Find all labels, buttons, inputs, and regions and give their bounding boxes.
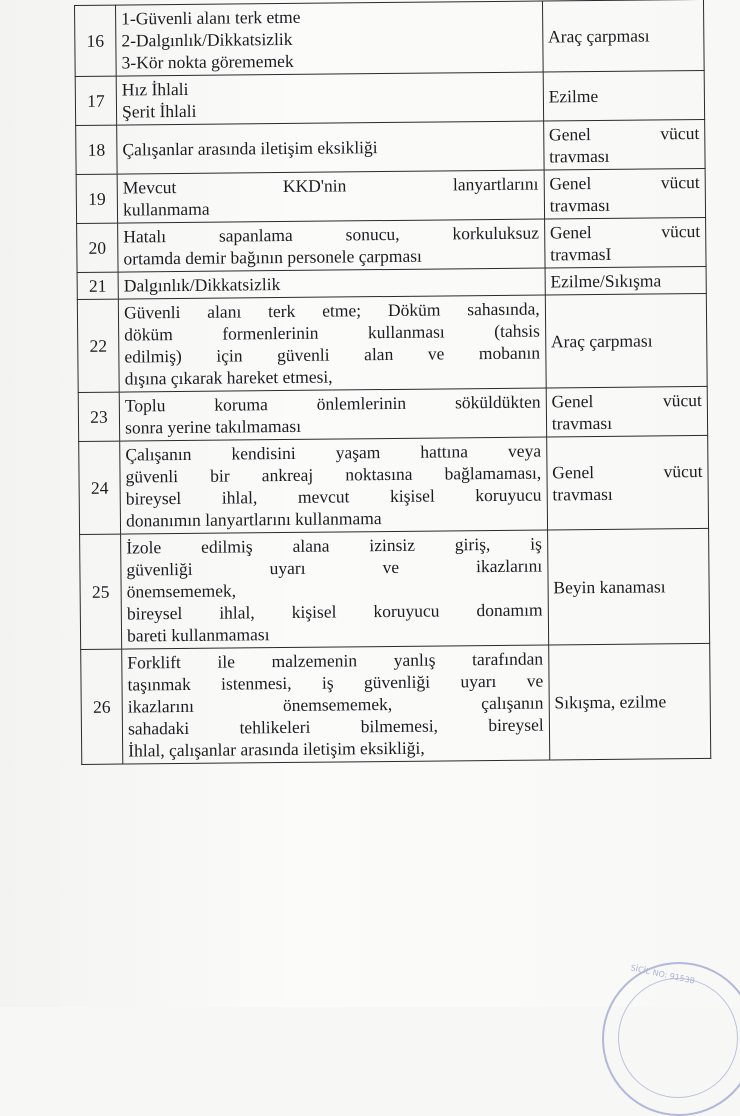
hazard-effect: Genel vücut travmasI <box>544 217 706 268</box>
hazard-cause: Dalgınlık/Dikkatsizlik <box>118 268 545 299</box>
risk-table <box>74 0 711 765</box>
hazard-cause: Hız İhlali Şerit İhlali <box>116 72 543 125</box>
hazard-effect: Araç çarpması <box>545 293 707 388</box>
row-number: 23 <box>78 392 120 441</box>
table-row <box>76 168 705 223</box>
row-number: 24 <box>79 441 121 534</box>
hazard-cause: Çalışanlar arasında iletişim eksikliği <box>117 121 544 174</box>
table-row <box>75 0 705 76</box>
hazard-effect: Genel vücut travması <box>546 435 708 530</box>
row-number: 17 <box>75 76 117 125</box>
stamp-text: SİCİL NO: 91538 <box>629 963 696 986</box>
hazard-cause: İzole edilmiş alana izinsiz giriş, iş güvenliği uyarı ve ikazlarını önemsememek, bireysel ihlal, kişisel koruyucu donamım bareti kullanmaması <box>121 530 549 649</box>
hazard-cause: Çalışanın kendisini yaşam hattına veya güvenli bir ankreaj noktasına bağlamaması, bireysel ihlal, mevcut kişisel koruyucu donanımın lanyartlarını kullanmama <box>120 437 548 534</box>
hazard-effect: Beyin kanaması <box>547 528 709 645</box>
hazard-effect: Sıkışma, ezilme <box>548 643 710 760</box>
table-row <box>76 119 705 174</box>
row-number: 22 <box>77 299 119 392</box>
row-number: 21 <box>77 272 118 299</box>
table-row <box>77 293 707 392</box>
hazard-cause: Mevcut KKD'nin lanyartlarını kullanmama <box>117 170 544 223</box>
table-row <box>75 70 704 125</box>
hazard-effect: Genel vücut travması <box>543 119 705 170</box>
row-number: 20 <box>77 223 119 272</box>
table-row <box>80 528 710 649</box>
row-number: 25 <box>80 534 122 649</box>
row-number: 19 <box>76 174 118 223</box>
hazard-effect: Araç çarpması <box>542 0 704 72</box>
official-stamp <box>602 962 740 1116</box>
hazard-effect: Ezilme <box>543 70 705 121</box>
table-row <box>78 386 707 441</box>
table-row <box>77 217 706 272</box>
stamp-inner-ring <box>618 978 738 1098</box>
hazard-cause: Güvenli alanı terk etme; Döküm sahasında, döküm formenlerinin kullanması (tahsis edilmiş) için güvenli alan ve mobanın dışına çıkarak hareket etmesi, <box>118 295 546 392</box>
hazard-effect: Genel vücut travması <box>546 386 708 437</box>
hazard-effect: Genel vücut travması <box>544 168 706 219</box>
hazard-cause: 1-Güvenli alanı terk etme 2-Dalgınlık/Dikkatsizlik 3-Kör nokta görememek <box>116 1 543 76</box>
table-row <box>79 435 709 534</box>
hazard-cause: Forklift ile malzemenin yanlış tarafından taşınmak istenmesi, iş güvenliği uyarı ve ikazlarını önemsememek, çalışanın sahadaki tehlikeleri bilmemesi, bireysel İhlal, çalışanlar arasında iletişim eksikliği, <box>122 645 550 764</box>
hazard-cause: Hatalı sapanlama sonucu, korkuluksuz ortamda demir bağının personele çarpması <box>118 219 545 272</box>
row-number: 18 <box>76 125 118 174</box>
hazard-effect: Ezilme/Sıkışma <box>545 266 707 295</box>
row-number: 16 <box>75 5 117 76</box>
hazard-cause: Toplu koruma önlemlerinin söküldükten sonra yerine takılmaması <box>119 388 546 441</box>
table-row <box>81 643 711 764</box>
row-number: 26 <box>81 649 123 764</box>
